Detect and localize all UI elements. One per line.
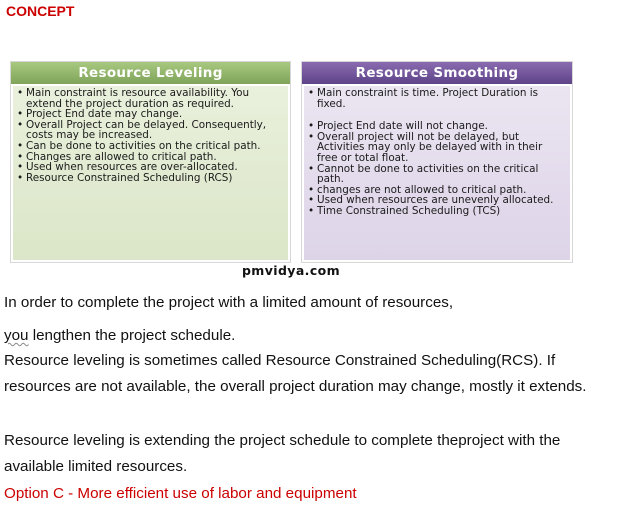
resource-leveling-title: Resource Leveling — [11, 62, 290, 84]
spellcheck-word: you — [4, 327, 29, 344]
paragraph-2: Resource leveling is sometimes called Resource Constrained Scheduling(RCS). If resources are not available, the overall project duration may change, mostly it extends. — [4, 352, 587, 395]
paragraph-3: Resource leveling is extending the project schedule to complete theproject with the available limited resources. — [4, 432, 561, 475]
resource-leveling-body — [13, 86, 288, 260]
resource-leveling-list — [17, 88, 284, 183]
paragraph-1-line-2 — [4, 323, 624, 349]
list-item: • changes are not allowed to critical path. — [308, 185, 566, 196]
resource-leveling-panel — [10, 61, 291, 263]
resource-smoothing-panel — [301, 61, 573, 263]
list-item: • Overall Project can be delayed. Consequently, costs may be increased. — [17, 120, 284, 141]
resource-smoothing-body — [304, 86, 570, 260]
list-item: • Project End date may change. — [17, 109, 284, 120]
list-item: • Used when resources are unevenly allocated. — [308, 195, 566, 206]
watermark: pmvidya.com — [241, 263, 341, 278]
paragraph-1-line-1: In order to complete the project with a limited amount of resources, — [4, 294, 454, 311]
concept-heading: CONCEPT — [6, 3, 75, 19]
list-item: • Time Constrained Scheduling (TCS) — [308, 206, 566, 217]
resource-smoothing-title: Resource Smoothing — [302, 62, 572, 84]
list-item: • Main constraint is time. Project Duration is fixed. — [308, 88, 566, 109]
list-item: • Changes are allowed to critical path. — [17, 152, 284, 163]
list-item: • Overall project will not be delayed, but Activities may only be delayed with in their free or total float. — [308, 132, 566, 164]
resource-smoothing-list — [308, 88, 566, 217]
list-item: • Used when resources are over-allocated. — [17, 162, 284, 173]
answer-text: Option C - More efficient use of labor and equipment — [4, 485, 357, 502]
list-item: • Can be done to activities on the critical path. — [17, 141, 284, 152]
comparison-figure — [7, 56, 575, 286]
list-item: • Main constraint is resource availability. You extend the project duration as required. — [17, 88, 284, 109]
list-item: • Cannot be done to activities on the critical path. — [308, 164, 566, 185]
list-item: • Resource Constrained Scheduling (RCS) — [17, 173, 284, 184]
paragraph-1-line-2-text: lengthen the project schedule. — [28, 327, 236, 344]
list-item: • Project End date will not change. — [308, 121, 566, 132]
